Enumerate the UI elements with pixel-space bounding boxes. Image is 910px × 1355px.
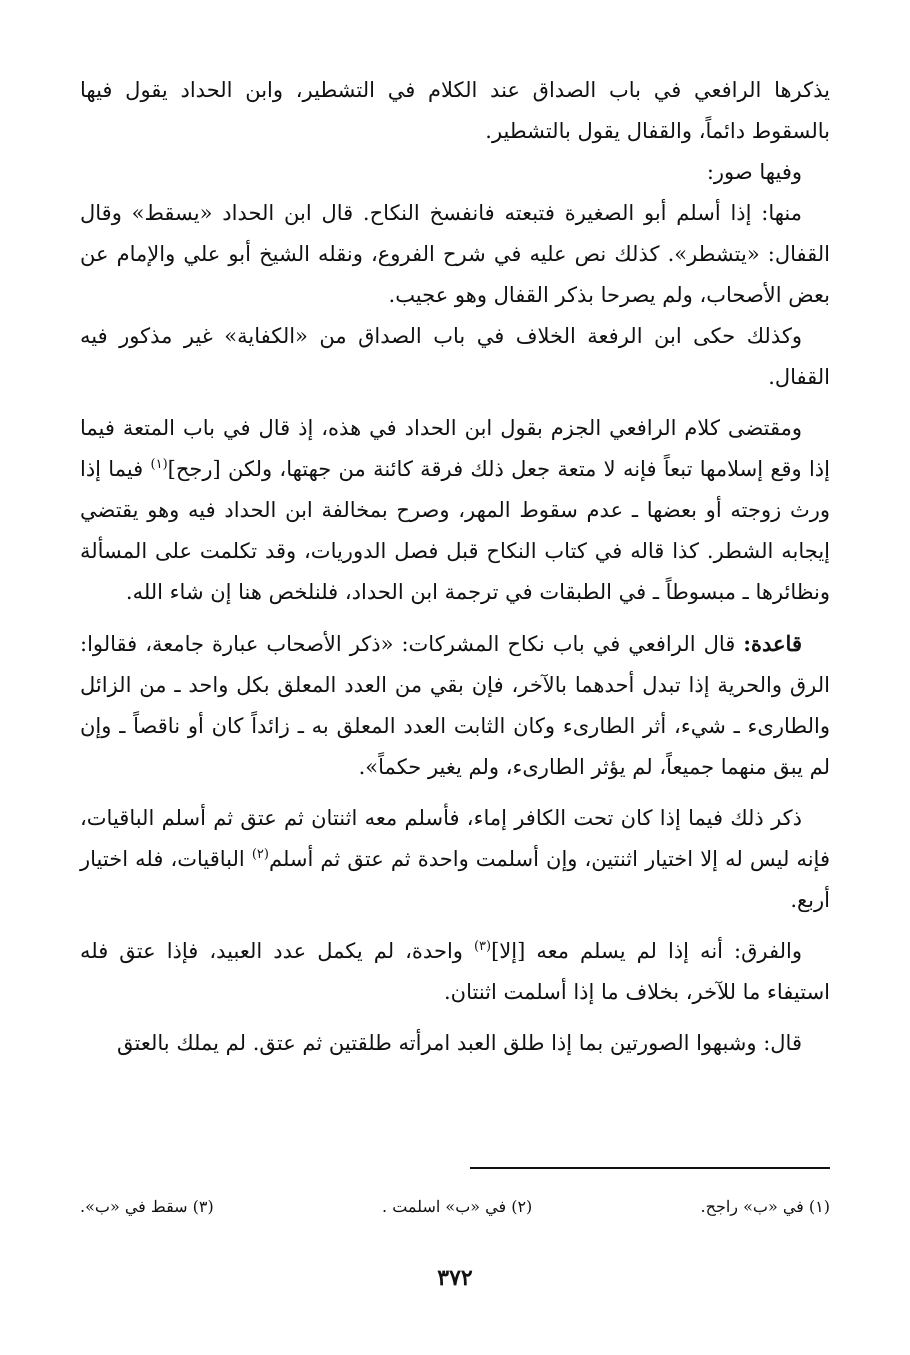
dhakar-text-1: ذكر ذلك فيما إذا كان تحت الكافر إماء، فأسلم معه اثنتان ثم عتق ثم أسلم الباقيات، فإنه ليس له إلا اختيار اثنتين، وإن أسلمت واحدة ثم عتق ثم أسلم xyxy=(80,806,830,871)
dhakar-text-2: الباقيات، فله اختيار أربع. xyxy=(80,847,830,912)
footnote-3: (٣) سقط في «ب». xyxy=(80,1197,214,1216)
paragraph-kadhalik: وكذلك حكى ابن الرفعة الخلاف في باب الصداق من «الكفاية» غير مذكور فيه القفال. xyxy=(80,324,830,389)
footnote-ref-1: (١) xyxy=(150,457,168,472)
footnote-1: (١) في «ب» راجح. xyxy=(700,1197,830,1216)
farq-text-2: واحدة، لم يكمل عدد العبيد، فإذا عتق فله استيفاء ما للآخر، بخلاف ما إذا أسلمت اثنتان. xyxy=(80,939,830,1004)
page-number: ٣٧٢ xyxy=(437,1265,473,1291)
paragraph-qal: قال: وشبهوا الصورتين بما إذا طلق العبد امرأته طلقتين ثم عتق. لم يملك بالعتق xyxy=(117,1031,802,1055)
moqtada-text-1: ومقتضى كلام الرافعي الجزم بقول ابن الحداد في هذه، إذ قال في باب المتعة فيما إذا وقع إسلامها تبعاً فإنه لا متعة جعل ذلك فرقة كائنة من جهتها، ولكن [رجح] xyxy=(80,416,830,481)
farq-text-1: والفرق: أنه إذا لم يسلم معه [إلا] xyxy=(491,939,802,963)
body-text xyxy=(80,70,830,1064)
paragraph-moqtada xyxy=(80,408,830,613)
footnotes xyxy=(80,1195,830,1219)
moqtada-text-2: فيما إذا ورث زوجته أو بعضها ـ عدم سقوط المهر، وصرح بمخالفة ابن الحداد فيه وهو يقتضي إيجابه الشطر. كذا قاله في كتاب النكاح قبل فصل الدوريات، وقد تكلمت على المسألة ونظائرها ـ مبسوطاً ـ في الطبقات في ترجمة ابن الحداد، فلنلخص هنا إن شاء الله. xyxy=(80,457,830,604)
footnote-2: (٢) في «ب» اسلمت . xyxy=(382,1197,533,1216)
footnote-ref-3: (٣) xyxy=(473,939,492,954)
paragraph-continuation: يذكرها الرافعي في باب الصداق عند الكلام في التشطير، وابن الحداد يقول فيها بالسقوط دائماً، والقفال يقول بالتشطير. xyxy=(80,78,830,143)
footnote-divider xyxy=(470,1167,830,1169)
paragraph-suwar: وفيها صور: xyxy=(706,160,802,184)
paragraph-qaida xyxy=(80,623,830,788)
qaida-text: قال الرافعي في باب نكاح المشركات: «ذكر الأصحاب عبارة جامعة، فقالوا: الرق والحرية إذا تبدل أحدهما بالآخر، فإن بقي من العدد المعلق بكل واحد ـ من الزائل والطارىء ـ شيء، أثر الطارىء وكان الثابت العدد المعلق به ـ زائداً كان أو ناقصاً ـ وإن لم يبق منهما جميعاً، لم يؤثر الطارىء، ولم يغير حكماً». xyxy=(80,632,830,779)
footnote-ref-2: (٢) xyxy=(251,847,269,862)
paragraph-farq xyxy=(80,931,830,1013)
paragraph-minha: منها: إذا أسلم أبو الصغيرة فتبعته فانفسخ النكاح. قال ابن الحداد «يسقط» وقال القفال: «يتشطر». كذلك نص عليه في شرح الفروع، ونقله الشيخ أبو علي والإمام عن بعض الأصحاب، ولم يصرحا بذكر القفال وهو عجيب. xyxy=(80,201,830,307)
paragraph-dhakar xyxy=(80,798,830,921)
qaida-heading: قاعدة: xyxy=(743,631,802,656)
